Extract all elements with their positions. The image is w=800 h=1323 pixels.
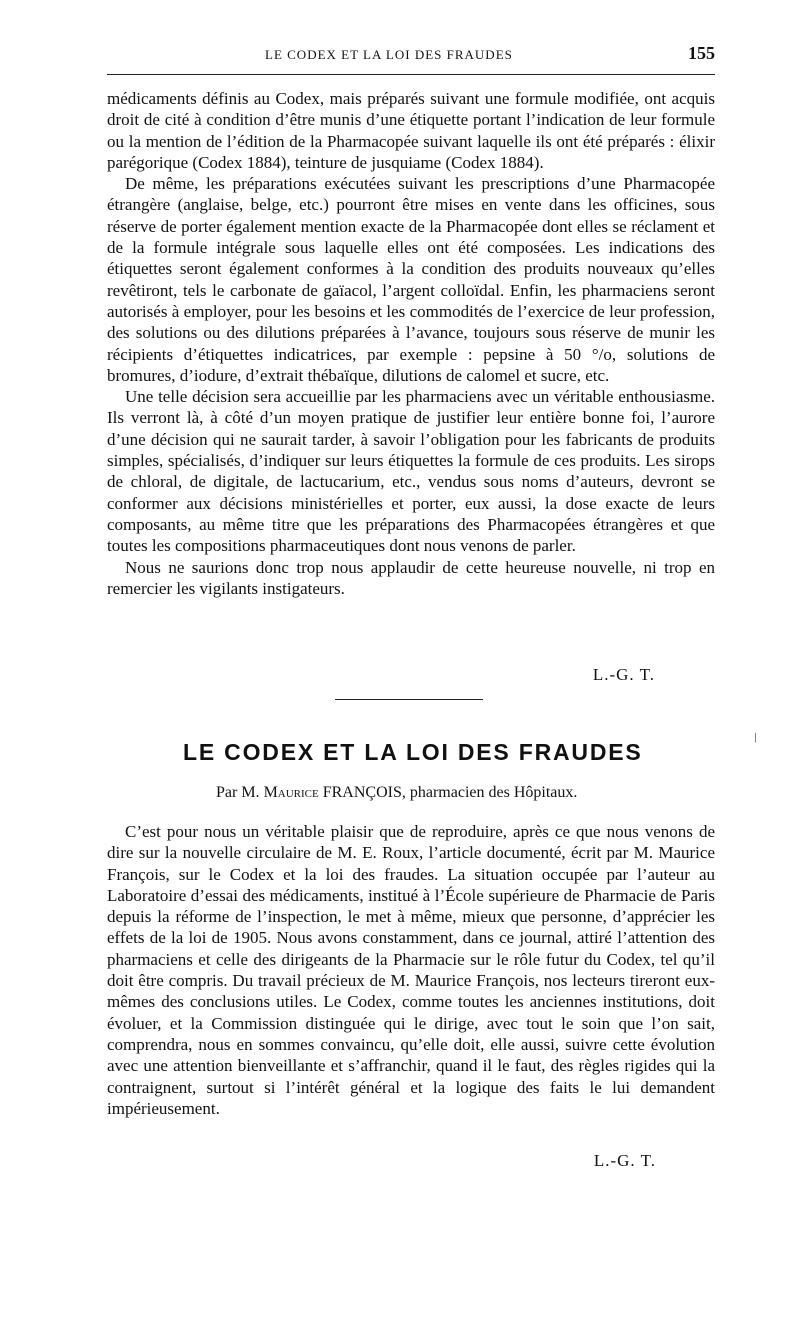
- section-divider: [335, 699, 483, 700]
- page-header: [105, 43, 715, 67]
- article-body: [107, 821, 715, 1119]
- signature-first-article: L.-G. T.: [592, 665, 655, 684]
- byline-author: Maurice FRANÇOIS: [263, 784, 402, 801]
- article-byline: [216, 784, 577, 802]
- paragraph-1: médicaments définis au Codex, mais préparés suivant une formule modifiée, ont acquis droit de cité à condition d’être munis d’une étiquette portant l’indication de leur formule ou la mention de l’édition de la Pharmacopée suivant laquelle ils ont été préparés : élixir parégorique (Codex 1884), teinture de jusquiame (Codex 1884).: [107, 89, 715, 172]
- byline-suffix: , pharmacien des Hôpitaux.: [401, 784, 578, 801]
- paragraph-3: Une telle décision sera accueillie par les pharmaciens avec un véritable enthousiasme. Ils verront là, à côté d’un moyen pratique de justifier leur entière bonne foi, l’aurore d’une décision qui ne saurait tarder, à savoir l’obligation pour les fabricants de produits simples, spécialisés, d’indiquer sur leurs étiquettes la formule de ces produits. Les sirops de chloral, de digitale, de lactucarium, etc., vendus sous noms d’auteurs, devront se conformer aux décisions ministérielles et porter, eux aussi, la dose exacte de leurs composants, au même titre que les préparations des Pharmacopées étrangères et que toutes les compositions pharmaceutiques dont nous venons de parler.: [107, 387, 715, 556]
- byline-prefix: Par M.: [216, 784, 264, 801]
- article-continuation: [107, 88, 715, 599]
- print-mark: /: [751, 730, 760, 747]
- paragraph-5: C’est pour nous un véritable plaisir que de reproduire, après ce que nous venons de dire sur la nouvelle circulaire de M. E. Roux, l’article documenté, écrit par M. Maurice François, sur le Codex et la loi des fraudes. La situation occupée par l’auteur au Laboratoire d’essai des médicaments, institué à l’École supérieure de Pharmacie de Paris depuis la réforme de l’inspection, le met à même, mieux que personne, d’apprécier les effets de la loi de 1905. Nous avons constamment, dans ce journal, attiré l’attention des pharmaciens et celle des dirigeants de la Pharmacie sur le rôle futur du Codex, tel qu’il doit être compris. Du travail précieux de M. Maurice François, nos lecteurs tireront eux-mêmes des conclusions utiles. Le Codex, comme toutes les anciennes institutions, doit évoluer, et la Commission distinguée qui le dirige, avec tout le soin que l’on sait, comprendra, nous en sommes convaincu, qu’elle doit, elle aussi, suivre cette évolution avec une attention bienveillante et s’affranchir, quand il le faut, des règles rigides qui la contraignent, surtout si l’intérêt général et la logique des faits le lui demandent impérieusement.: [107, 822, 715, 1118]
- signature-second-article: L.-G. T.: [593, 1151, 656, 1170]
- page-number: 155: [688, 43, 715, 63]
- running-title: LE CODEX ET LA LOI DES FRAUDES: [265, 47, 513, 62]
- header-rule: [107, 74, 715, 75]
- section-title: LE CODEX ET LA LOI DES FRAUDES: [183, 739, 643, 765]
- paragraph-4: Nous ne saurions donc trop nous applaudir de cette heureuse nouvelle, ni trop en remercier les vigilants instigateurs.: [107, 557, 715, 598]
- paragraph-2: De même, les préparations exécutées suivant les prescriptions d’une Pharmacopée étrangère (anglaise, belge, etc.) pourront être mises en vente dans les officines, sous réserve de porter également mention exacte de la Pharmacopée dont elles se réclament et de la formule intégrale sous laquelle elles ont été composées. Les indications des étiquettes seront également conformes à la condition des produits nouveaux qu’elles revêtiront, tels le carbonate de gaïacol, l’argent colloïdal. Enfin, les pharmaciens seront autorisés à employer, pour les besoins et les commodités de l’exercice de leur profession, des solutions ou des dilutions préparées à l’avance, toujours sous réserve de munir les récipients d’étiquettes indicatrices, par exemple : pepsine à 50 °/o, solutions de bromures, d’iodure, d’extrait thébaïque, dilutions de calomel et sucre, etc.: [107, 174, 715, 385]
